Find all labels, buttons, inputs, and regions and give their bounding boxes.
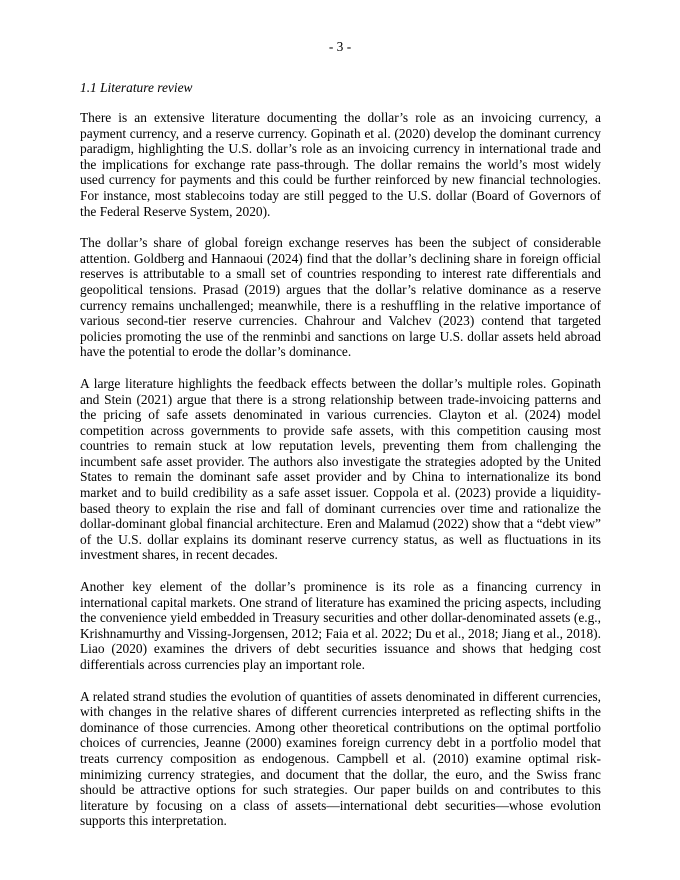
paragraph-1: There is an extensive literature documenting the dollar’s role as an invoicing currency, a payment currency, and a reserve currency. Gopinath et al. (2020) develop the dominant currency paradigm, highlighting the U.S. dollar’s role as an invoicing currency in international trade and the implications for exchange rate pass-through. The dollar remains the world’s most widely used currency for payments and this could be further reinforced by new financial technologies. For instance, most stablecoins today are still pegged to the U.S. dollar (Board of Governors of the Federal Reserve System, 2020). [80,110,601,219]
paragraph-5: A related strand studies the evolution of quantities of assets denominated in different currencies, with changes in the relative shares of different currencies interpreted as reflecting shifts in the dominance of those currencies. Among other theoretical contributions on the optimal portfolio choices of currencies, Jeanne (2000) examines foreign currency debt in a portfolio model that treats currency composition as endogenous. Campbell et al. (2010) examine optimal risk-minimizing currency strategies, and document that the dollar, the euro, and the Swiss franc should be attractive options for such strategies. Our paper builds on and contributes to this literature by focusing on a class of assets—international debt securities—whose evolution supports this interpretation. [80,688,601,829]
page-number: - 3 - [328,39,352,54]
paragraph-2: The dollar’s share of global foreign exchange reserves has been the subject of considerable attention. Goldberg and Hannaoui (2024) find that the dollar’s declining share in foreign official reserves is attributable to a small set of countries responding to interest rate differentials and geopolitical tensions. Prasad (2019) argues that the dollar’s relative dominance as a reserve currency remains unchallenged; meanwhile, there is a reshuffling in the relative importance of various second-tier reserve currencies. Chahrour and Valchev (2023) contend that targeted policies promoting the use of the renminbi and sanctions on large U.S. dollar assets held abroad have the potential to erode the dollar’s dominance. [80,235,601,360]
section-heading: 1.1 Literature review [80,80,193,95]
paragraph-3: A large literature highlights the feedback effects between the dollar’s multiple roles. Gopinath and Stein (2021) argue that there is a strong relationship between trade-invoicing patterns and the pricing of safe assets denominated in various currencies. Clayton et al. (2024) model competition across governments to provide safe assets, with this competition causing most countries to remain stuck at low reputation levels, preventing them from challenging the incumbent safe asset provider. The authors also investigate the strategies adopted by the United States to remain the dominant safe asset provider and by China to internationalize its bond market and to build credibility as a safe asset issuer. Coppola et al. (2023) provide a liquidity-based theory to explain the rise and fall of dominant currencies over time and rationalize the dollar-dominant global financial architecture. Eren and Malamud (2022) show that a “debt view” of the U.S. dollar explains its dominant reserve currency status, as well as fluctuations in its investment shares, in recent decades. [80,375,601,563]
paragraph-4: Another key element of the dollar’s prominence is its role as a financing currency in international capital markets. One strand of literature has examined the pricing aspects, including the convenience yield embedded in Treasury securities and other dollar-denominated assets (e.g., Krishnamurthy and Vissing-Jorgensen, 2012; Faia et al. 2022; Du et al., 2018; Jiang et al., 2018). Liao (2020) examines the drivers of debt securities issuance and shows that hedging cost differentials across currencies play an important role. [80,579,601,672]
body-text [80,110,601,845]
